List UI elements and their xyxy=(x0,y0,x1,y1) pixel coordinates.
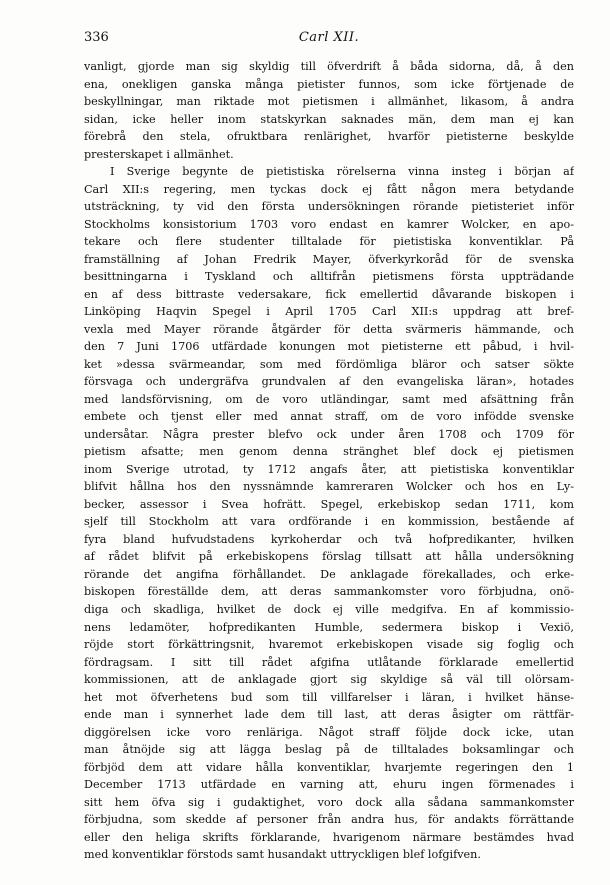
page-header xyxy=(84,30,574,50)
text-line: presterskapet i allmänhet. xyxy=(84,147,234,161)
text-line: eller den heliga skrifts förklarande, hvarigenom närmare bestämdes hvad xyxy=(84,830,574,844)
text-line: tekare och flere studenter tilltalade för pietistiska konventiklar. På xyxy=(84,235,574,249)
text-line: December 1713 utfärdade en varning att, ehuru ingen förmenades i xyxy=(84,778,574,792)
text-line: vanligt, gjorde man sig skyldig till öfverdrift å båda sidorna, då, å den xyxy=(84,60,574,73)
text-line: ende man i synnerhet lade dem till last, att deras åsigter om rättfär- xyxy=(84,708,574,722)
text-line: förbjöd dem att vidare hålla konventiklar, hvarjemte regeringen den 1 xyxy=(84,760,574,774)
text-line: diga och skadliga, hvilket de dock ej ville medgifva. En af kommissio- xyxy=(84,602,574,616)
text-line: rörande det angifna förhållandet. De anklagade förekallades, och erke- xyxy=(84,567,574,581)
text-line: förebrå den stela, ofruktbara renlärighet, hvarför pietisterne beskylde xyxy=(84,130,574,144)
text-line: ena, onekligen ganska många pietister funnos, som icke förtjenade de xyxy=(84,77,574,91)
page-number: 336 xyxy=(84,30,109,45)
text-line: vexla med Mayer rörande åtgärder för detta svärmeris hämmande, och xyxy=(84,322,574,336)
text-line: Linköping Haqvin Spegel i April 1705 Carl XII:s uppdrag att bref- xyxy=(84,305,574,319)
text-line: kommissionen, att de anklagade gjort sig skyldige så väl till olörsam- xyxy=(84,673,574,687)
text-line: sitt hem öfva sig i gudaktighet, voro dock alla sådana sammankomster xyxy=(84,795,574,809)
text-line: en af dess bittraste vedersakare, fick emellertid dåvarande biskopen i xyxy=(84,287,574,301)
text-line: Carl XII:s regering, men tyckas dock ej fått någon mera betydande xyxy=(84,182,574,196)
text-line: inom Sverige utrotad, ty 1712 angafs åter, att pietistiska konventiklar xyxy=(84,462,574,476)
text-line: Stockholms konsistorium 1703 voro endast en kamrer Wolcker, en apo- xyxy=(84,217,574,231)
text-line: pietism afsatte; men genom denna stränghet blef dock ej pietismen xyxy=(84,445,574,459)
text-line: med konventiklar förstods samt husandakt uttryckligen blef lofgifven. xyxy=(84,848,481,862)
text-line: den 7 Juni 1706 utfärdade konungen mot pietisterne ett påbud, i hvil- xyxy=(84,340,574,354)
text-line: embete och tjenst eller med annat straff, om de voro infödde svenske xyxy=(84,410,574,424)
text-line: I Sverige begynte de pietistiska rörelserna vinna insteg i början af xyxy=(110,165,574,179)
text-line: fyra bland hufvudstadens kyrkoherdar och två hofpredikanter, hvilken xyxy=(84,532,574,546)
text-line: förbjudna, som skedde af personer från andra hus, för andakts förrättande xyxy=(84,813,574,827)
text-line: becker, assessor i Svea hofrätt. Spegel, erkebiskop sedan 1711, kom xyxy=(84,497,574,511)
text-line: röjde stort förkättringsnit, hvaremot erkebiskopen visade sig foglig och xyxy=(84,638,574,652)
text-line: undersåtar. Några prester blefvo ock under åren 1708 och 1709 för xyxy=(84,427,574,441)
text-line: med landsförvisning, om de voro utländingar, samt med afsättning från xyxy=(84,392,574,406)
text-line: nens ledamöter, hofpredikanten Humble, sedermera biskop i Vexiö, xyxy=(84,620,574,634)
text-line: framställning af Johan Fredrik Mayer, öfverkyrkoråd för de svenska xyxy=(84,252,574,266)
text-line: sidan, icke heller inom statskyrkan saknades män, dem man ej kan xyxy=(84,112,574,126)
text-line: beskyllningar, man riktade mot pietismen i allmänhet, likasom, å andra xyxy=(84,95,574,109)
running-head: Carl XII. xyxy=(298,30,360,45)
text-line: sjelf till Stockholm att vara ordförande i en kommission, bestående af xyxy=(84,515,574,529)
text-line: biskopen föreställde dem, att deras sammankomster voro förbjudna, onö- xyxy=(84,585,574,599)
text-line: försvaga och undergräfva grundvalen af den evangeliska läran», hotades xyxy=(84,375,574,389)
text-line: af rådet blifvit på erkebiskopens förslag tillsatt att hålla undersökning xyxy=(84,550,574,564)
text-line: fördragsam. I sitt till rådet afgifna utlåtande förklarade emellertid xyxy=(84,655,574,669)
body-text xyxy=(84,58,574,864)
text-line: het mot öfverhetens bud som till villfarelser i läran, i hvilket hänse- xyxy=(84,690,574,704)
text-line: diggörelsen icke voro renläriga. Något straff följde dock icke, utan xyxy=(84,725,574,739)
text-line: utsträckning, ty vid den första undersökningen rörande pietisteriet inför xyxy=(84,200,574,214)
text-line: besittningarna i Tyskland och alltifrån pietismens första uppträdande xyxy=(84,270,574,284)
text-line: man åtnöjde sig att lägga beslag på de tilltalades boksamlingar och xyxy=(84,743,574,757)
text-line: ket »dessa svärmeandar, som med fördömliga bläror och satser sökte xyxy=(84,357,574,371)
text-line: blifvit hållna hos den nyssnämnde kamreraren Wolcker och hos en Ly- xyxy=(84,480,574,494)
